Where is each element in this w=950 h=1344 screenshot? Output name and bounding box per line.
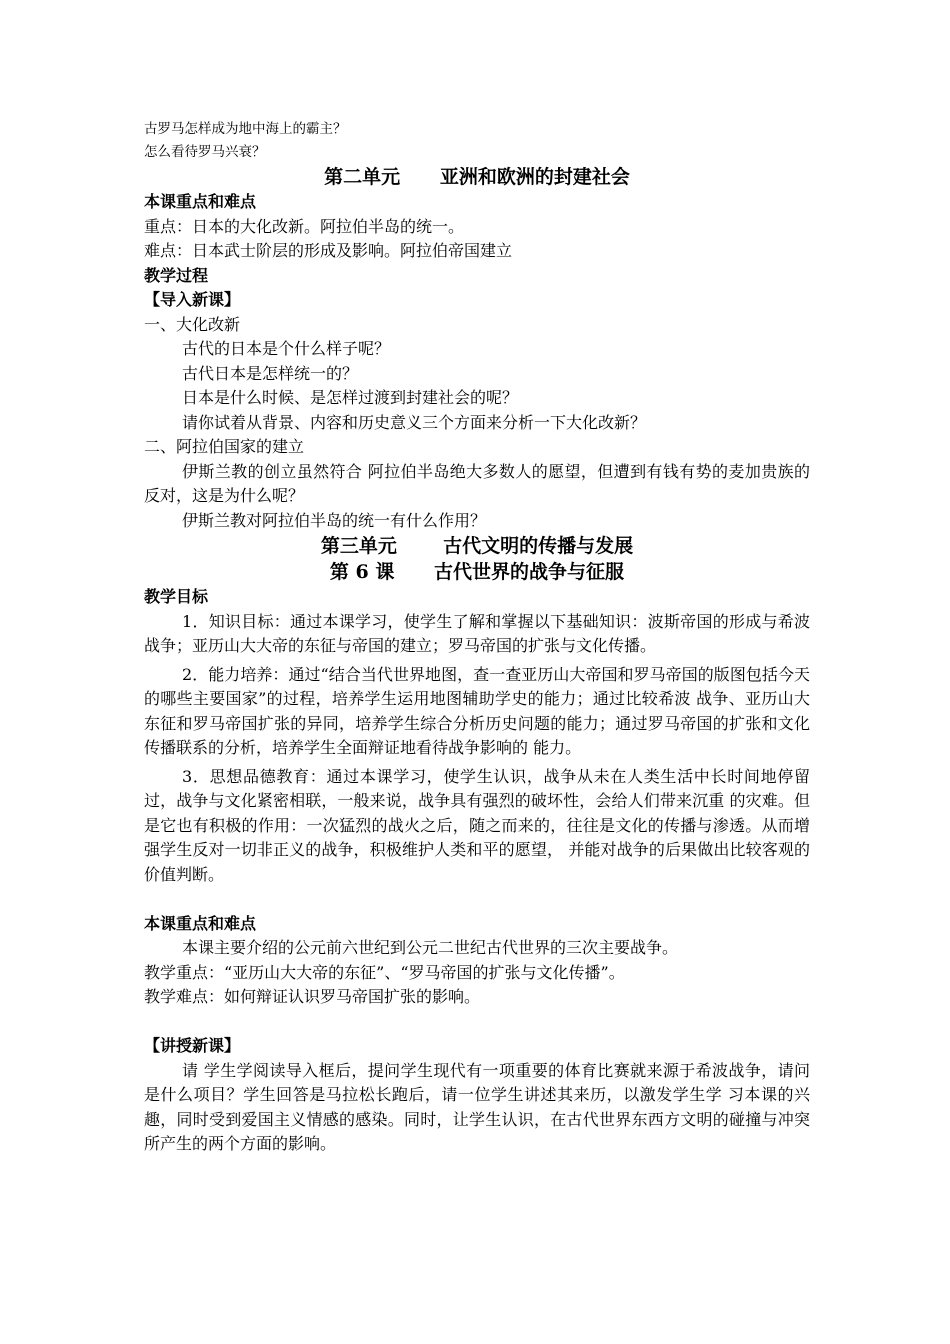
unit2-intro-title: 【导入新课】 xyxy=(144,290,241,309)
lesson-6-heading: 第 6 课 古代世界的战争与征服 xyxy=(329,561,625,583)
lesson-key-point: 教学重点：“亚历山大大帝的东征”、“罗马帝国的扩张与文化传播”。 xyxy=(144,962,625,982)
document-page xyxy=(144,118,810,1157)
unit2-question-4: 请你试着从背景、内容和历史意义三个方面来分析一下大化改新？ xyxy=(182,412,647,432)
lesson-focus-title: 本课重点和难点 xyxy=(144,913,257,933)
teach-paragraph: 请 学生学阅读导入框后，提问学生现代有一项重要的体育比赛就来源于希波战争，请问是什么项目？学生回答是马拉松长跑后，请一位学生讲述其来历，以激发学生学 习本课的兴趣，同时受到爱国主义情感的感染。同时，让学生认识，在古代世界东西方文明的碰撞与冲突所产生的两个方面的影响。 xyxy=(144,1060,810,1153)
unit2-section1: 一、大化改新 xyxy=(144,314,241,334)
unit2-paragraph-1: 伊斯兰教的创立虽然符合 阿拉伯半岛绝大多数人的愿望，但遭到有钱有势的麦加贵族的反对，这是为什么呢？ xyxy=(144,461,810,505)
unit2-process-title: 教学过程 xyxy=(144,265,209,285)
goal-ability: 2．能力培养：通过“结合当代世界地图，查一查亚历山大帝国和罗马帝国的版图包括今天的哪些主要国家”的过程，培养学生运用地图辅助学史的能力；通过比较希波 战争、亚历山大东征和罗马帝国扩张的异同，培养学生综合分析历史问题的能力；通过罗马帝国的扩张和文化传播联系的分析，培养学生全面辩证地看待战争影响的 能力。 xyxy=(144,664,810,757)
unit3-heading: 第三单元 古代文明的传播与发展 xyxy=(320,535,634,557)
intro-question-1: 古罗马怎样成为地中海上的霸主？ xyxy=(144,121,347,137)
unit2-difficulty: 难点：日本武士阶层的形成及影响。阿拉伯帝国建立 xyxy=(144,241,513,260)
unit2-question-3: 日本是什么时候、是怎样过渡到封建社会的呢？ xyxy=(182,388,519,407)
goal-moral: 3．思想品德教育：通过本课学习，使学生认识，战争从未在人类生活中长时间地停留过，战争与文化紧密相联，一般来说，战争具有强烈的破坏性，会给人们带来沉重 的灾难。但是它也有积极的作用：一次猛烈的战火之后，随之而来的，往往是文化的传播与渗透。从而增强学生反对一切非正义的战争，积极维护人类和平的愿望， 并能对战争的后果做出比较客观的价值判断。 xyxy=(144,766,810,884)
intro-question-2: 怎么看待罗马兴衰？ xyxy=(144,144,266,160)
unit2-focus: 重点：日本的大化改新。阿拉伯半岛的统一。 xyxy=(144,216,465,236)
unit2-question-1: 古代的日本是个什么样子呢？ xyxy=(182,339,391,358)
teach-title: 【讲授新课】 xyxy=(144,1036,241,1055)
goal-knowledge: 1．知识目标：通过本课学习，使学生了解和掌握以下基础知识：波斯帝国的形成与希波战争；亚历山大大帝的东征与帝国的建立；罗马帝国的扩张与文化传播。 xyxy=(144,611,810,655)
unit2-question-2: 古代日本是怎样统一的？ xyxy=(182,363,359,383)
lesson-summary: 本课主要介绍的公元前六世纪到公元二世纪古代世界的三次主要战争。 xyxy=(182,938,679,957)
unit2-focus-title: 本课重点和难点 xyxy=(144,192,257,211)
unit2-heading: 第二单元 亚洲和欧洲的封建社会 xyxy=(324,166,630,188)
unit2-section2: 二、阿拉伯国家的建立 xyxy=(144,437,305,456)
unit2-question-5: 伊斯兰教对阿拉伯半岛的统一有什么作用？ xyxy=(182,510,487,530)
lesson-difficult-point: 教学难点：如何辩证认识罗马帝国扩张的影响。 xyxy=(144,987,481,1006)
goals-title: 教学目标 xyxy=(144,587,209,606)
